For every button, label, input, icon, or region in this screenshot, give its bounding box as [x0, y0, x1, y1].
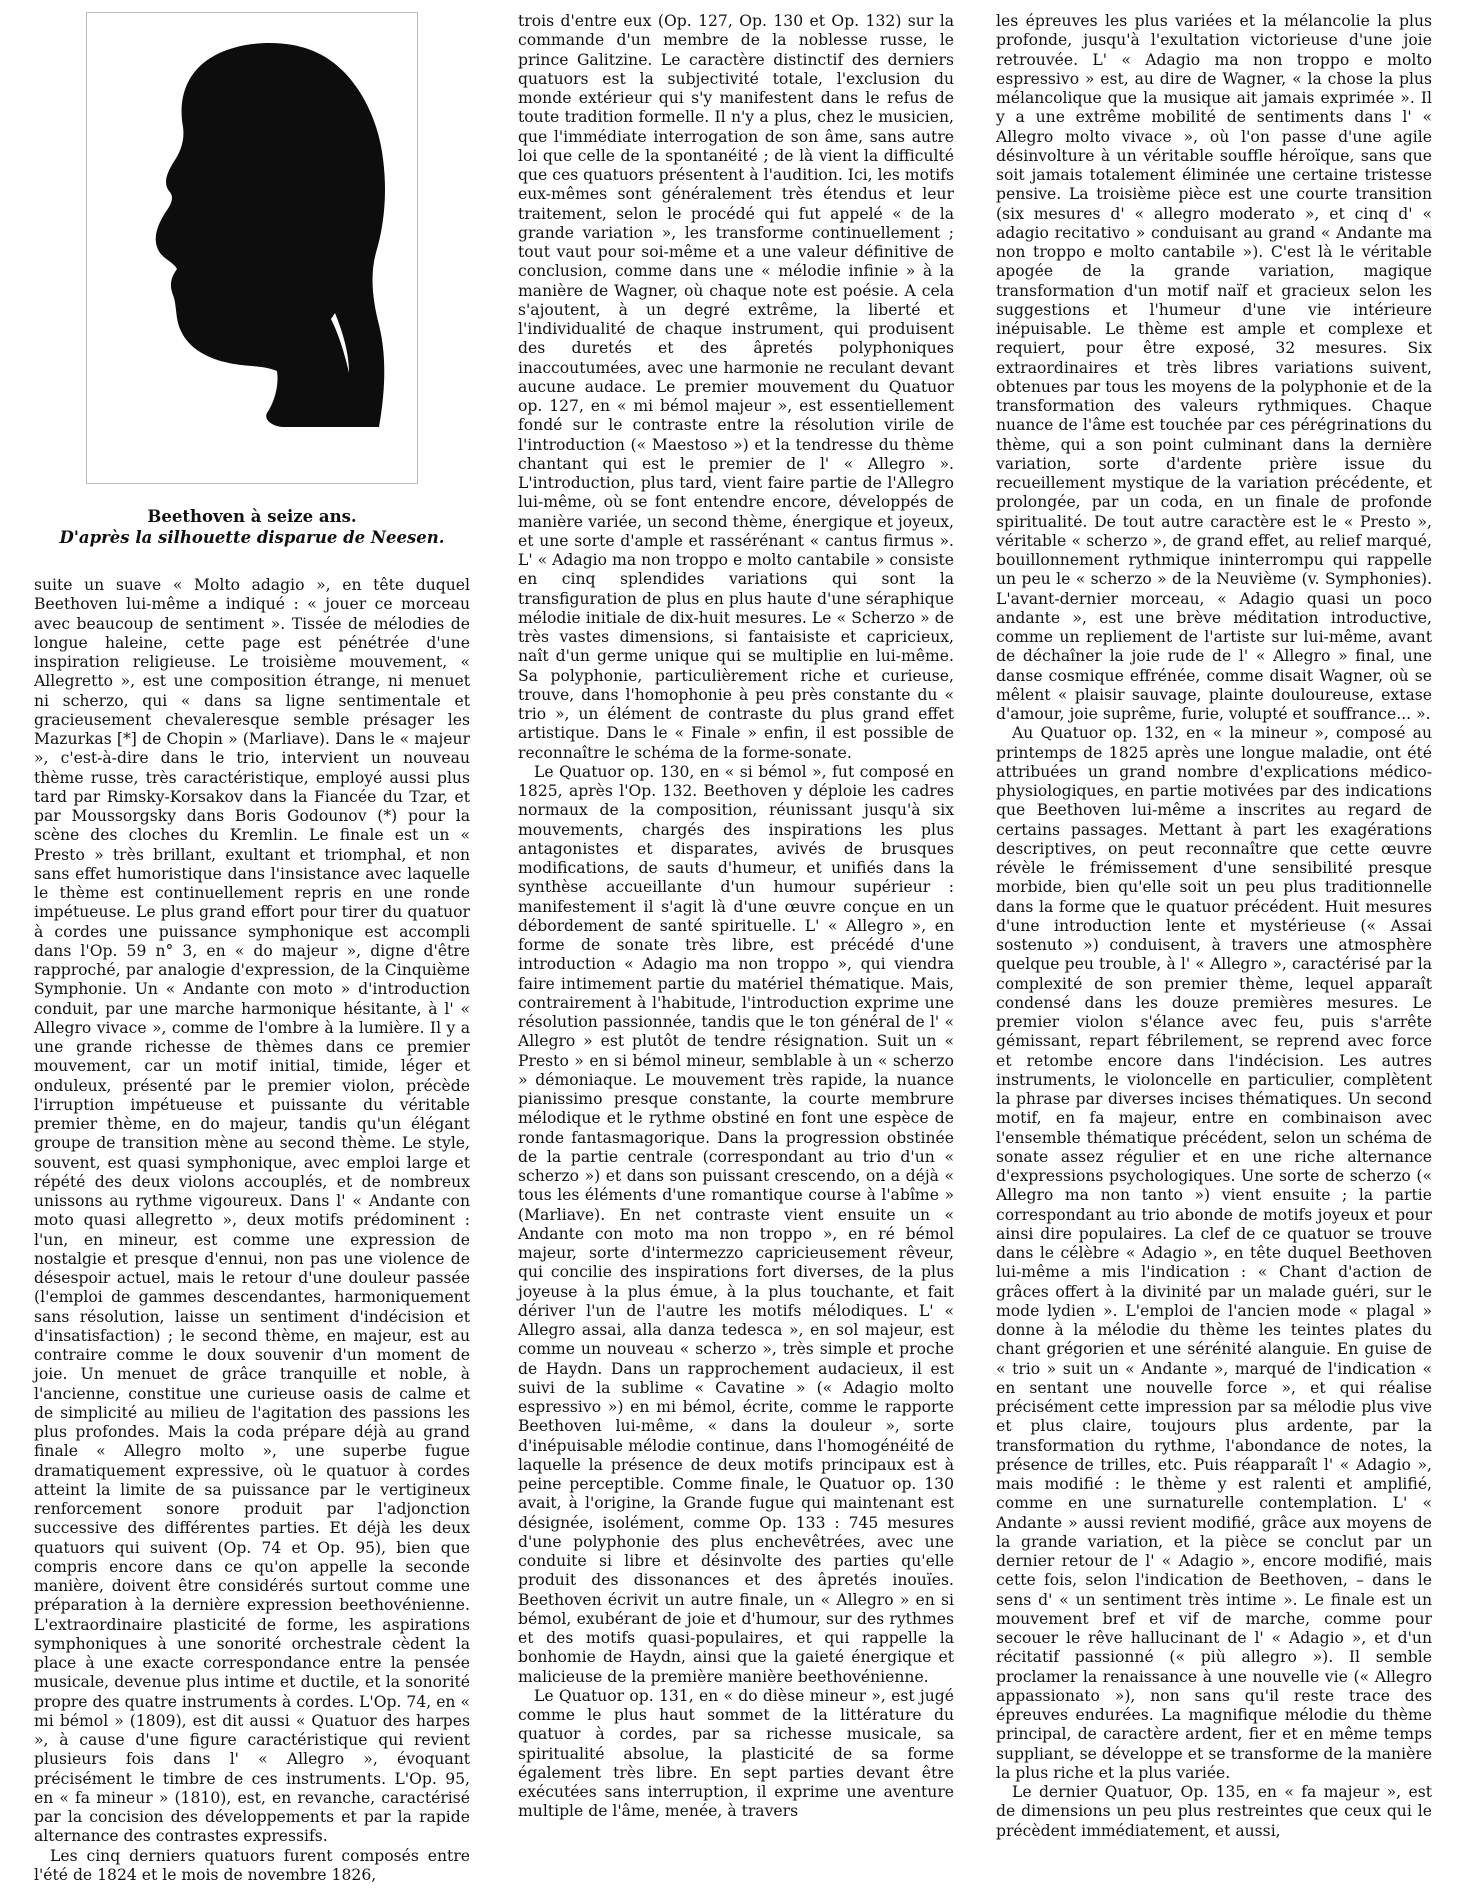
paragraph: Le Quatuor op. 131, en « do dièse mineur », est jugé comme le plus haut sommet de la littérature du quatuor à cordes, par sa richesse musicale, sa spiritualité absolue, la plasticité de sa forme également très libre. En sept parties devant être exécutées sans interruption, il exprime une aventure multiple de l'âme, menée, à travers — [518, 1686, 954, 1821]
figure-caption-source: D'après la silhouette disparue de Neesen. — [59, 528, 445, 547]
column-2 — [518, 12, 954, 1822]
column-3 — [996, 12, 1432, 1841]
paragraph: suite un suave « Molto adagio », en tête duquel Beethoven lui-même a indiqué : « jouer ce morceau avec beaucoup de sentiment ». Tissée de mélodies de longue haleine, cette page est pénétrée d'une inspiration religieuse. Le troisième mouvement, « Allegretto », est une composition étrange, ni menuet ni scherzo, qui « dans sa ligne sentimentale et gracieusement chevaleresque semble présager les Mazurkas [*] de Chopin » (Marliave). Dans le « majeur », c'est-à-dire dans le trio, intervient un nouveau thème russe, très caractéristique, employé aussi plus tard par Rimsky-Korsakov dans la Fiancée du Tzar, et par Moussorgsky dans Boris Godounov (*) pour la scène des cloches du Kremlin. Le finale est un « Presto » très brillant, exultant et triomphal, et non sans effet humoristique dans l'insistance avec laquelle le thème est continuellement repris en une ronde impétueuse. Le plus grand effort pour tirer du quatuor à cordes une puissance symphonique est accompli dans l'Op. 59 n° 3, en « do majeur », digne d'être rapproché, par analogie d'expression, de la Cinquième Symphonie. Un « Andante con moto » d'introduction conduit, par une marche harmonique hésitante, à l' « Allegro vivace », comme de l'ombre à la lumière. Il y a une grande richesse de thèmes dans ce premier mouvement, car un motif initial, timide, léger et onduleux, présenté par le premier violon, précède l'irruption impétueuse et puissante du véritable premier thème, en do majeur, tandis qu'un élégant groupe de transition mène au second thème. Le style, souvent, est quasi symphonique, avec emploi large et répété des deux violons accouplés, et de nombreux unissons au rythme vigoureux. Dans l' « Andante con moto quasi allegretto », deux motifs prédominent : l'un, en mineur, est comme une expression de nostalgie et presque d'ennui, non pas une violence de désespoir actuel, mais le retour d'une douleur passée (l'emploi de gammes descendantes, harmoniquement sans résolution, laisse un sentiment d'indécision et d'insatisfaction) ; le second thème, en majeur, est au contraire comme le doux souvenir d'un moment de joie. Un menuet de grâce tranquille et noble, à l'ancienne, constitue une curieuse oasis de calme et de simplicité au milieu de l'agitation des passions les plus profondes. Mais la coda prépare déjà au grand finale « Allegro molto », une superbe fugue dramatiquement expressive, où le quatuor à cordes atteint la limite de sa puissance par le vertigineux renforcement sonore produit par l'adjonction successive des différentes parties. Et déjà les deux quatuors qui suivent (Op. 74 et Op. 95), bien que compris encore dans ce qu'on appelle la seconde manière, doivent être considérés surtout comme une préparation à la dernière expression beethovénienne. L'extraordinaire plasticité de forme, les aspirations symphoniques à une sonorité orchestrale cèdent la place à une exacte correspondance entre la pensée musicale, devenue plus intime et ductile, et la sonorité propre des quatre instruments à cordes. L'Op. 74, en « mi bémol » (1809), est dit aussi « Quatuor des harpes », à cause d'une figure caractéristique qui revient plusieurs fois dans l' « Allegro », évoquant précisément le timbre de ces instruments. L'Op. 95, en « fa mineur » (1810), est, en revanche, caractérisé par la concision des développements et par la rapide alternance des contrastes expressifs. — [34, 576, 470, 1846]
paragraph: Au Quatuor op. 132, en « la mineur », composé au printemps de 1825 après une longue maladie, ont été attribuées un grand nombre d'explications médico-physiologiques, en partie motivées par des indications que Beethoven lui-même a inscrites au regard de certains passages. Mettant à part les exagérations descriptives, on peut reconnaître que cette œuvre révèle le frémissement d'une sensibilité presque morbide, bien qu'elle soit un peu plus traditionnelle dans la forme que le quatuor précédent. Huit mesures d'une introduction lente et mystérieuse (« Assai sostenuto ») conduisent, à travers une atmosphère quelque peu trouble, à l' « Allegro », caractérisé par la complexité de son premier thème, lequel apparaît condensé dans les douze premières mesures. Le premier violon s'élance avec feu, puis s'arrête gémissant, repart fébrilement, se reprend avec force et retombe encore dans l'indécision. Les autres instruments, le violoncelle en particulier, complètent la phrase par diverses incises thématiques. Un second motif, en fa majeur, entre en combinaison avec l'ensemble thématique précédent, selon un schéma de sonate assez régulier et en une riche alternance d'expressions psychologiques. Une sorte de scherzo (« Allegro ma non tanto ») vient ensuite ; la partie correspondant au trio abonde de motifs joyeux et pour ainsi dire populaires. La clef de ce quatuor se trouve dans le célèbre « Adagio », en tête duquel Beethoven lui-même a mis l'indication : « Chant d'action de grâces offert à la divinité par un malade guéri, sur le mode lydien ». L'emploi de l'ancien mode « plagal » donne à la mélodie du thème les teintes plates du chant grégorien et une sérénité alanguie. En guise de « trio » suit un « Andante », marqué de l'indication « en sentant une nouvelle force », et qui réalise précisément cette impression par sa mélodie plus vive et plus claire, toujours plus ardente, par la transformation du rythme, l'abondance de notes, la présence de trilles, etc. Puis réapparaît l' « Adagio », mais modifié : le thème y est ralenti et amplifié, comme en une surnaturelle contemplation. L' « Andante » aussi revient modifié, grâce aux moyens de la grande variation, et la pièce se conclut par un dernier retour de l' « Adagio », encore modifié, mais cette fois, selon l'indication de Beethoven, – dans le sens d' « un sentiment très intime ». Le finale est un mouvement bref et vif de marche, comme pour secouer le rêve hallucinant de l' « Adagio », et d'un récitatif passionné (« più allegro »). Il semble proclamer la renaissance à une nouvelle vie (« Allegro appassionato »), non sans qu'il reste trace des épreuves endurées. La magnifique mélodie du thème principal, de caractère ardent, fier et en même temps suppliant, se développe et se transforme de la manière la plus riche et la plus variée. — [996, 724, 1432, 1782]
paragraph: trois d'entre eux (Op. 127, Op. 130 et Op. 132) sur la commande d'un membre de la noblesse russe, le prince Galitzine. Le caractère distinctif des derniers quatuors est la subjectivité totale, l'exclusion du monde extérieur qui s'y manifestent dans le refus de toute tradition formelle. Il n'y a plus, chez le musicien, que l'immédiate interrogation de son âme, sans autre loi que celle de la spontanéité ; de là vient la difficulté que ces quatuors présentent à l'audition. Ici, les motifs eux-mêmes sont généralement très étendus et leur traitement, selon le procédé qui fut appelé « de la grande variation », les transforme continuellement ; tout vaut pour soi-même et a une valeur définitive de conclusion, comme dans une « mélodie infinie » à la manière de Wagner, où chaque note est poésie. A cela s'ajoutent, à un degré extrême, la liberté et l'individualité de chaque instrument, qui produisent des duretés et des âpretés polyphoniques inaccoutumées, avec une harmonie ne reculant devant aucune audace. Le premier mouvement du Quatuor op. 127, en « mi bémol majeur », est essentiellement fondé sur le contraste entre la résolution virile de l'introduction (« Maestoso ») et la tendresse du thème chantant qui est le premier de l' « Allegro ». L'introduction, plus tard, vient faire partie de l'Allegro lui-même, où se font entendre encore, développés de manière variée, un second thème, énergique et joyeux, et une sorte d'ample et rassérénant « cantus firmus ». L' « Adagio ma non troppo e molto cantabile » consiste en cinq splendides variations qui sont la transfiguration de plus en plus haute d'une séraphique mélodie initiale de dix-huit mesures. Le « Scherzo » de très vastes dimensions, si fantaisiste et capricieux, naît d'un germe unique qui se multiplie en lui-même. Sa polyphonie, particulièrement riche et curieuse, trouve, dans l'homophonie à peu près constante du « trio », un élément de contraste du plus grand effet artistique. Dans le « Finale » enfin, il est possible de reconnaître le schéma de la forme-sonate. — [518, 12, 954, 762]
figure-caption-title: Beethoven à seize ans. — [147, 507, 357, 526]
paragraph: les épreuves les plus variées et la mélancolie la plus profonde, jusqu'à l'exultation victorieuse d'une joie retrouvée. L' « Adagio ma non troppo e molto espressivo » est, au dire de Wagner, « la chose la plus mélancolique que la musique ait jamais exprimée ». Il y a une extrême mobilité de sentiments dans l' « Allegro molto vivace », où l'on passe d'une agile désinvolture à un véritable souffle héroïque, sans que soit jamais totalement éliminée une certaine tristesse pensive. La troisième pièce est une courte transition (six mesures d' « allegro moderato », et cinq d' « adagio recitativo » conduisant au grand « Andante ma non troppo e molto cantabile »). C'est là le véritable apogée de la grande variation, magique transformation d'un motif naïf et gracieux selon les suggestions et l'humeur d'une vie intérieure inépuisable. Le thème est ample et complexe et requiert, pour être exposé, 32 mesures. Six extraordinaires et très libres variations suivent, obtenues par tous les moyens de la polyphonie et de la transformation des valeurs rythmiques. Chaque nuance de l'âme est touchée par ces pérégrinations du thème, qui a son point culminant dans la dernière variation, sorte d'ardente prière issue du recueillement mystique de la variation précédente, et prolongée, par un coda, en un finale de profonde spiritualité. De tout autre caractère est le « Presto », véritable « scherzo », de grand effet, au relief marqué, bouillonnement rythmique ininterrompu qui rappelle un peu le « scherzo » de la Neuvième (v. Symphonies). L'avant-dernier morceau, « Adagio quasi un poco andante », est une brève méditation introductive, comme un repliement de l'artiste sur lui-même, avant de déchaîner la joie rude de l' « Allegro » final, une danse cosmique effrénée, comme disait Wagner, où se mêlent « plaisir sauvage, plainte douloureuse, extase d'amour, joie suprême, furie, volupté et souffrance... ». — [996, 12, 1432, 723]
beethoven-silhouette — [86, 12, 418, 484]
paragraph: Les cinq derniers quatuors furent composés entre l'été de 1824 et le mois de novembre 1826, — [34, 1846, 470, 1884]
paragraph: Le Quatuor op. 130, en « si bémol », fut composé en 1825, après l'Op. 132. Beethoven y déploie les cadres normaux de la composition, réunissant jusqu'à six mouvements, chargés des inspirations les plus antagonistes et disparates, avivés de brusques modifications, de sauts d'humeur, et unifiés dans la synthèse accueillante d'un humour supérieur : manifestement il s'agit là d'une œuvre conçue en un débordement de santé spirituelle. L' « Allegro », en forme de sonate très libre, est précédé d'une introduction « Adagio ma non troppo », qui viendra faire intimement partie du matériel thématique. Mais, contrairement à l'habitude, l'introduction exprime une résolution passionnée, tandis que le ton général de l' « Allegro » est plutôt de tendre résignation. Suit un « Presto » en si bémol mineur, semblable à un « scherzo » démoniaque. Le mouvement très rapide, la nuance pianissimo presque constante, la courte membrure mélodique et le rythme obstiné en font une espèce de ronde fantasmagorique. Dans la progression obstinée de la partie centrale (correspondant au trio d'un « scherzo ») et dans son puissant crescendo, on a déjà « tous les éléments d'une romantique course à l'abîme » (Marliave). En net contraste vient ensuite un « Andante con moto ma non troppo », en ré bémol majeur, sorte d'intermezzo capricieusement rêveur, qui concilie des inspirations fort diverses, de la plus joyeuse à la plus émue, à la plus touchante, et fait dériver l'un de l'autre les motifs mélodiques. L' « Allegro assai, alla danza tedesca », en sol majeur, est comme un nouveau « scherzo », très simple et proche de Haydn. Dans un rapprochement audacieux, il est suivi de la sublime « Cavatine » (« Adagio molto espressivo ») en mi bémol, écrite, comme le rapporte Beethoven lui-même, « dans la douleur », sorte d'inépuisable mélodie continue, dans l'homogénéité de laquelle la présence de deux motifs principaux est à peine perceptible. Comme finale, le Quatuor op. 130 avait, à l'origine, la Grande fugue qui maintenant est désignée, isolément, comme Op. 133 : 745 mesures d'une polyphonie des plus enchevêtrées, avec une conduite si libre et désinvolte des parties qu'elle produit des dissonances et des âpretés inouïes. Beethoven écrivit un autre finale, un « Allegro » en si bémol, exubérant de joie et d'humour, sur des rythmes et des motifs quasi-populaires, et qui rappelle la bonhomie de Haydn, ainsi que la gaieté énergique et malicieuse de la première manière beethovénienne. — [518, 762, 954, 1686]
column-1 — [34, 12, 470, 1885]
figure — [34, 12, 470, 548]
paragraph: Le dernier Quatuor, Op. 135, en « fa majeur », est de dimensions un peu plus restreintes que ceux qui le précèdent immédiatement, et aussi, — [996, 1783, 1432, 1840]
silhouette-image — [87, 13, 417, 483]
